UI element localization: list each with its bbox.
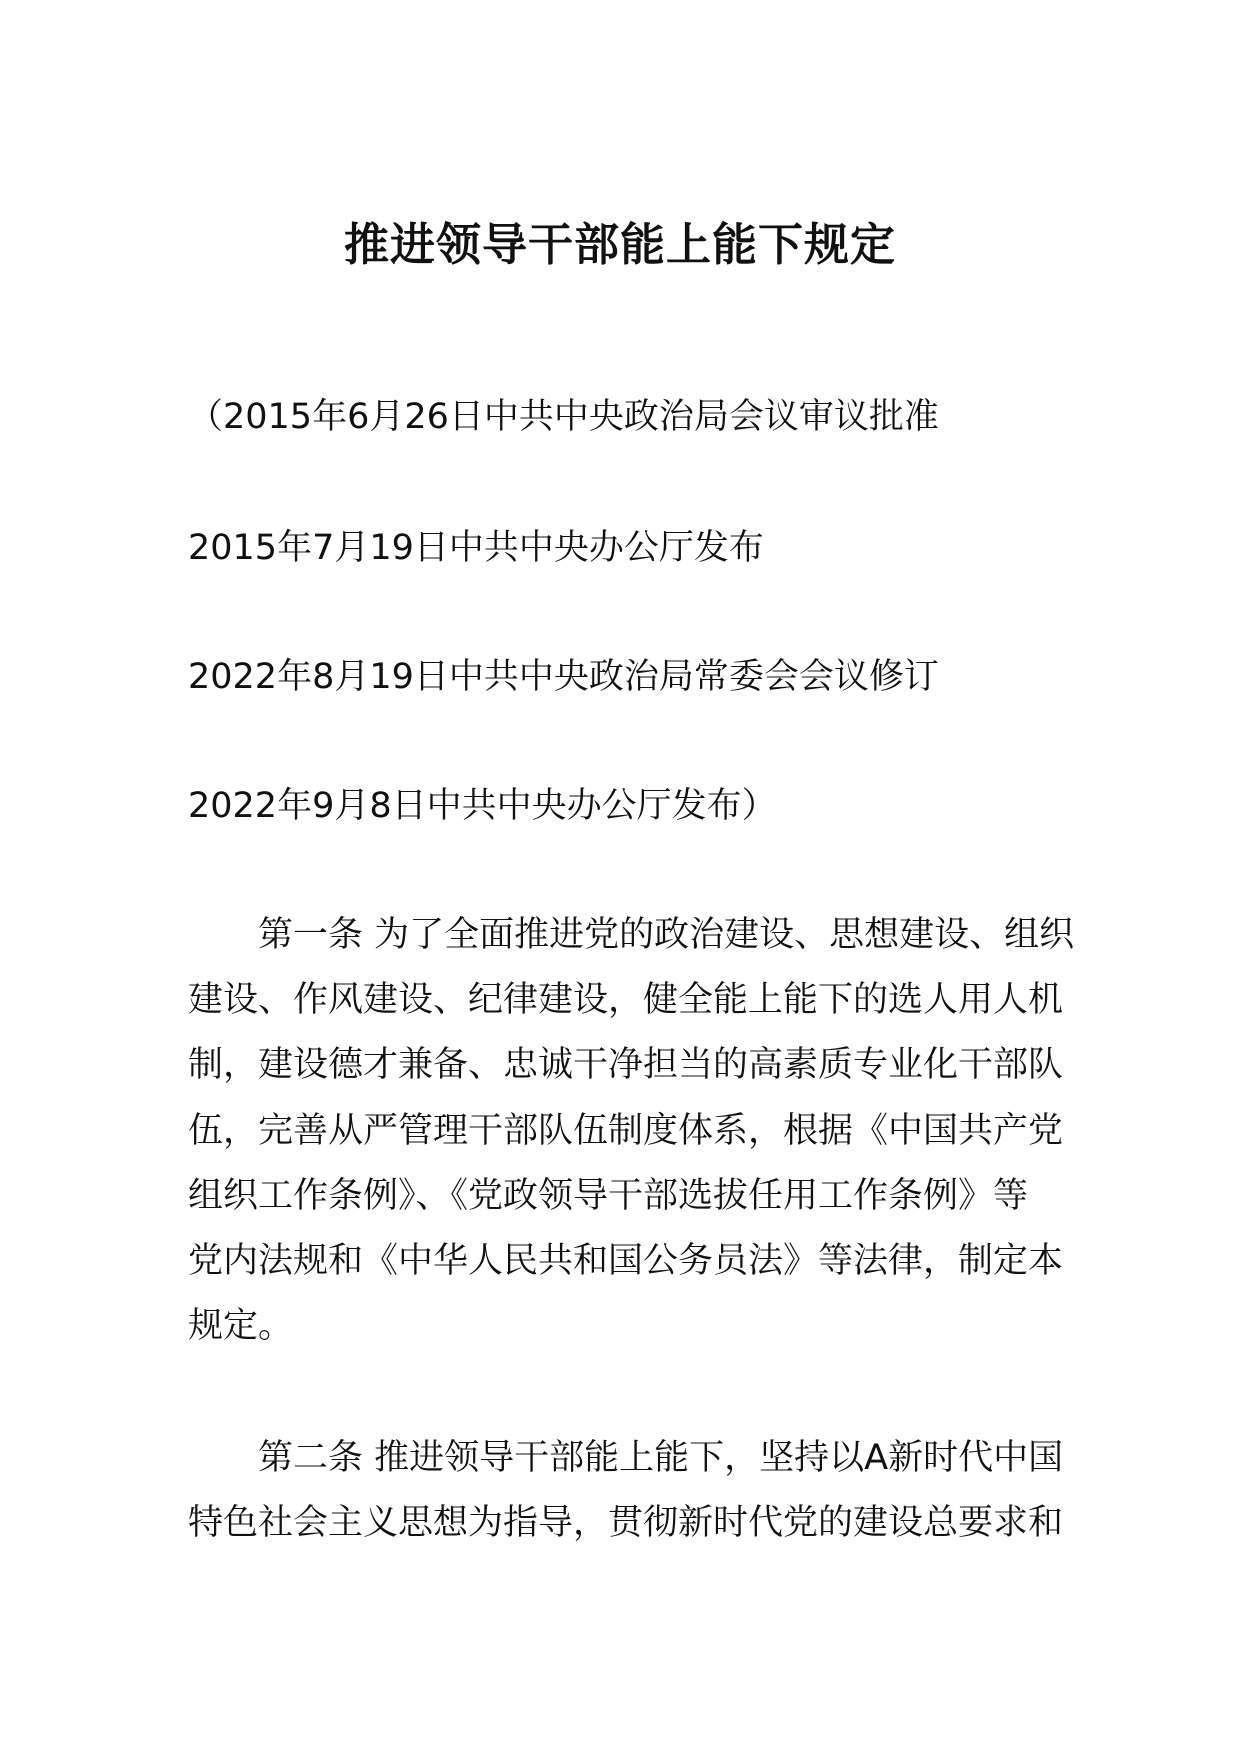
header-line: 2022年9月8日中共中央办公厅发布）	[188, 786, 777, 826]
paragraph-line: 规定。	[188, 1306, 294, 1346]
header-line: 2022年8月19日中共中央政治局常委会会议修订	[188, 657, 939, 697]
paragraph-line: 制，建设德才兼备、忠诚干净担当的高素质专业化干部队	[188, 1045, 1064, 1085]
paragraph-line: 党内法规和《中华人民共和国公务员法》等法律，制定本	[188, 1241, 1064, 1281]
paragraph-line: 伍，完善从严管理干部队伍制度体系，根据《中国共产党	[188, 1111, 1064, 1151]
header-line: 2015年7月19日中共中央办公厅发布	[188, 528, 764, 568]
paragraph-line: 特色社会主义思想为指导，贯彻新时代党的建设总要求和	[188, 1503, 1064, 1543]
document-title: 推进领导干部能上能下规定	[343, 218, 896, 271]
paragraph-line: 组织工作条例》、《党政领导干部选拔任用工作条例》等	[188, 1176, 1029, 1216]
header-line: （2015年6月26日中共中央政治局会议审议批准	[188, 397, 939, 437]
paragraph-line: 第一条 为了全面推进党的政治建设、思想建设、组织	[258, 915, 1075, 955]
paragraph-line: 第二条 推进领导干部能上能下，坚持以A新时代中国	[258, 1438, 1064, 1478]
paragraph-line: 建设、作风建设、纪律建设，健全能上能下的选人用人机	[188, 980, 1064, 1020]
